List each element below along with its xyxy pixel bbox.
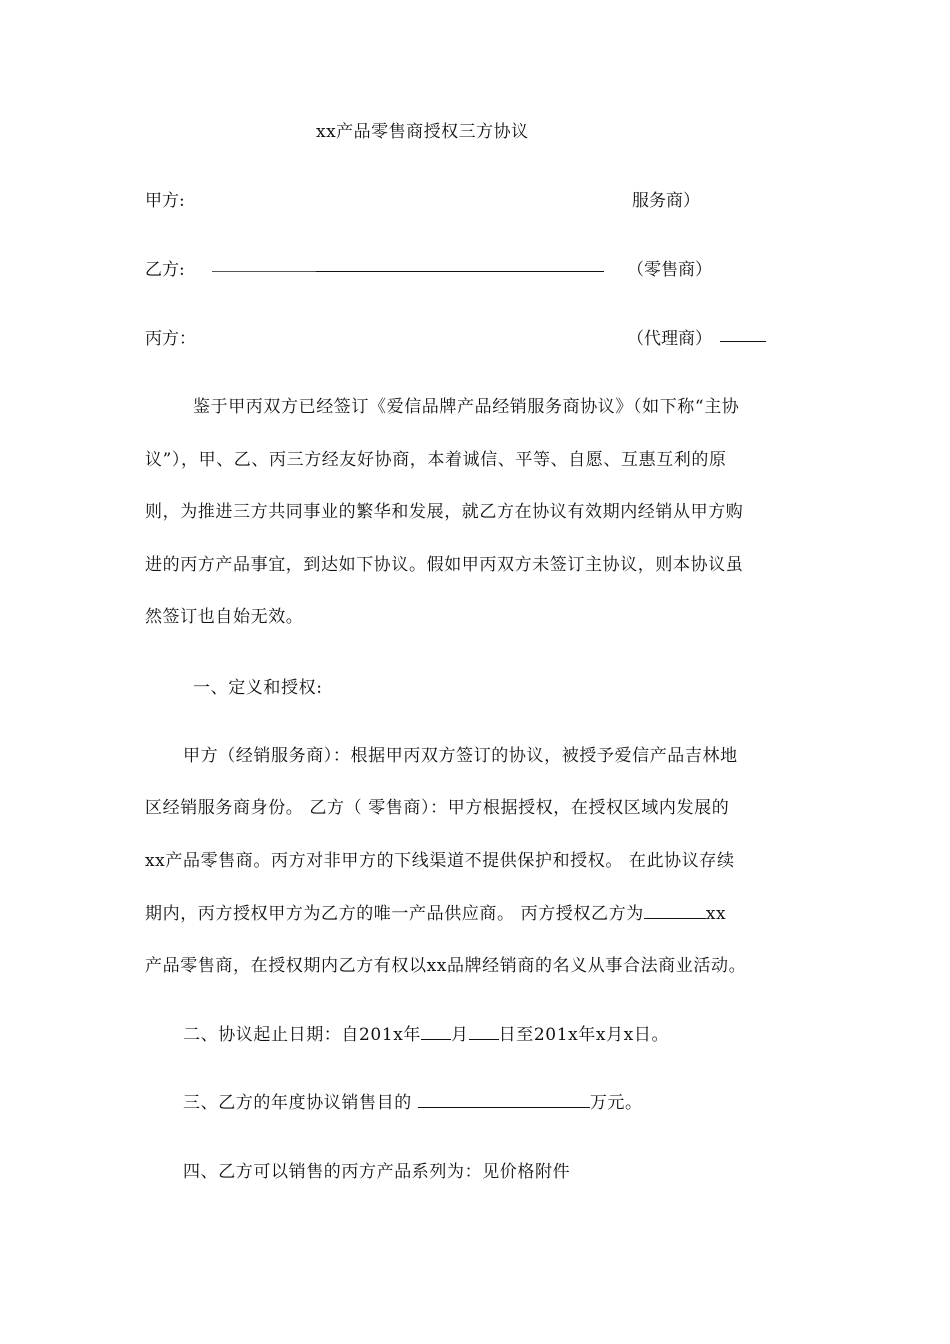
section2-end: 日至201x年x月x日。 [498, 1025, 670, 1045]
party-c-blank [720, 341, 766, 342]
party-b-blank [316, 271, 604, 272]
section2-line [183, 1020, 669, 1045]
party-b-role: （零售商） [627, 260, 712, 280]
section1-line-4 [145, 899, 726, 924]
section1-line-2: 区经销服务商身份。 乙方（ 零售商）：甲方根据授权，在授权区域内发展的 [145, 798, 730, 818]
section1-line-3: xx产品零售商。丙方对非甲方的下线渠道不提供保护和授权。 在此协议存续 [145, 851, 735, 871]
party-b-label: 乙方: [145, 260, 185, 280]
section1-line-4-brand: xx [705, 904, 727, 924]
retailer-name-blank [644, 904, 706, 919]
section4-line: 四、乙方可以销售的丙方产品系列为：见价格附件 [183, 1162, 571, 1182]
section1-heading: 一、定义和授权: [193, 678, 323, 698]
section2-month: 月 [451, 1025, 469, 1045]
party-a-role: 服务商） [632, 191, 700, 211]
party-a-label: 甲方: [145, 191, 185, 211]
section1-line-4-text: 期内，丙方授权甲方为乙方的唯一产品供应商。 丙方授权乙方为 [145, 904, 644, 924]
intro-line-5: 然签订也自始无效。 [145, 607, 304, 627]
party-b-blank-thin [212, 271, 316, 272]
start-day-blank [469, 1025, 499, 1040]
section3-suffix: 万元。 [589, 1093, 643, 1113]
document-title: xx产品零售商授权三方协议 [316, 122, 529, 142]
start-month-blank [421, 1025, 451, 1040]
section3-prefix: 三、乙方的年度协议销售目的 [183, 1093, 418, 1113]
sales-target-blank [418, 1093, 590, 1108]
party-c-role: （代理商） [627, 329, 712, 349]
intro-line-4: 进的丙方产品事宜，到达如下协议。假如甲丙双方未签订主协议，则本协议虽 [145, 555, 744, 575]
section3-line [183, 1088, 643, 1113]
intro-line-1: 鉴于甲丙双方已经签订《爱信品牌产品经销服务商协议》（如下称“主协 [193, 397, 740, 417]
section1-line-1: 甲方（经销服务商）：根据甲丙双方签订的协议，被授予爱信产品吉林地 [183, 746, 738, 766]
party-c-label: 丙方： [145, 329, 196, 349]
section1-line-5: 产品零售商，在授权期内乙方有权以xx品牌经销商的名义从事合法商业活动。 [145, 956, 747, 976]
intro-line-2: 议”），甲、乙、丙三方经友好协商，本着诚信、平等、自愿、互惠互利的原 [145, 450, 727, 470]
section2-prefix: 二、协议起止日期：自201x年 [183, 1025, 422, 1045]
intro-line-3: 则，为推进三方共同事业的繁华和发展，就乙方在协议有效期内经销从甲方购 [145, 502, 744, 522]
